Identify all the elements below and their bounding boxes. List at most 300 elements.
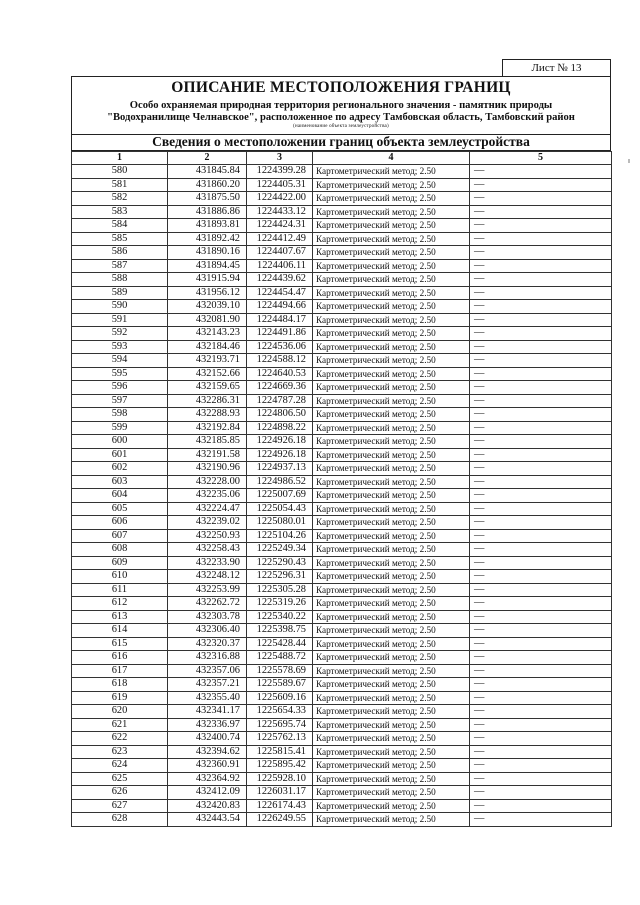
- point-number-cell: 596: [72, 381, 168, 395]
- method-cell: Картометрический метод; 2.50: [313, 165, 470, 179]
- object-description-line-2: "Водохранилище Челнавское", расположенное по адресу Тамбовская область, Тамбовский район: [107, 112, 575, 123]
- y-coordinate-cell: 1225589.67: [247, 678, 313, 692]
- column-header-2: 2: [168, 152, 247, 165]
- point-number-cell: 627: [72, 799, 168, 813]
- table-row: [72, 624, 612, 638]
- table-row: [72, 583, 612, 597]
- description-cell: —: [470, 772, 612, 786]
- method-cell: Картометрический метод; 2.50: [313, 502, 470, 516]
- table-row: [72, 664, 612, 678]
- x-coordinate-cell: 432248.12: [168, 570, 247, 584]
- x-coordinate-cell: 432081.90: [168, 313, 247, 327]
- table-row: [72, 448, 612, 462]
- column-header-5: 5: [470, 152, 612, 165]
- table-row: [72, 813, 612, 827]
- point-number-cell: 622: [72, 732, 168, 746]
- point-number-cell: 618: [72, 678, 168, 692]
- method-cell: Картометрический метод; 2.50: [313, 637, 470, 651]
- x-coordinate-cell: 431915.94: [168, 273, 247, 287]
- y-coordinate-cell: 1224433.12: [247, 205, 313, 219]
- boundary-points-table: [71, 151, 612, 827]
- point-number-cell: 617: [72, 664, 168, 678]
- method-cell: Картометрический метод; 2.50: [313, 354, 470, 368]
- method-cell: Картометрический метод; 2.50: [313, 745, 470, 759]
- description-cell: —: [470, 529, 612, 543]
- table-row: [72, 475, 612, 489]
- description-cell: —: [470, 313, 612, 327]
- x-coordinate-cell: 431886.86: [168, 205, 247, 219]
- method-cell: Картометрический метод; 2.50: [313, 367, 470, 381]
- x-coordinate-cell: 432357.06: [168, 664, 247, 678]
- table-row: [72, 786, 612, 800]
- table-row: [72, 192, 612, 206]
- description-cell: —: [470, 570, 612, 584]
- document-header: [71, 76, 611, 135]
- point-number-cell: 612: [72, 597, 168, 611]
- y-coordinate-cell: 1225895.42: [247, 759, 313, 773]
- y-coordinate-cell: 1224407.67: [247, 246, 313, 260]
- y-coordinate-cell: 1224424.31: [247, 219, 313, 233]
- x-coordinate-cell: 432192.84: [168, 421, 247, 435]
- y-coordinate-cell: 1225762.13: [247, 732, 313, 746]
- method-cell: Картометрический метод; 2.50: [313, 529, 470, 543]
- description-cell: —: [470, 273, 612, 287]
- table-row: [72, 165, 612, 179]
- table-row: [72, 759, 612, 773]
- y-coordinate-cell: 1224787.28: [247, 394, 313, 408]
- point-number-cell: 592: [72, 327, 168, 341]
- table-row: [72, 462, 612, 476]
- x-coordinate-cell: 432316.88: [168, 651, 247, 665]
- description-cell: —: [470, 745, 612, 759]
- y-coordinate-cell: 1226031.17: [247, 786, 313, 800]
- x-coordinate-cell: 431894.45: [168, 259, 247, 273]
- table-row: [72, 678, 612, 692]
- sheet-number: Лист № 13: [502, 59, 611, 77]
- y-coordinate-cell: 1224806.50: [247, 408, 313, 422]
- method-cell: Картометрический метод; 2.50: [313, 718, 470, 732]
- x-coordinate-cell: 432235.06: [168, 489, 247, 503]
- y-coordinate-cell: 1225249.34: [247, 543, 313, 557]
- point-number-cell: 600: [72, 435, 168, 449]
- y-coordinate-cell: 1224405.31: [247, 178, 313, 192]
- x-coordinate-cell: 432233.90: [168, 556, 247, 570]
- point-number-cell: 604: [72, 489, 168, 503]
- table-row: [72, 273, 612, 287]
- method-cell: Картометрический метод; 2.50: [313, 583, 470, 597]
- table-row: [72, 732, 612, 746]
- table-row: [72, 327, 612, 341]
- method-cell: Картометрический метод; 2.50: [313, 610, 470, 624]
- x-coordinate-cell: 432191.58: [168, 448, 247, 462]
- method-cell: Картометрический метод; 2.50: [313, 205, 470, 219]
- description-cell: —: [470, 489, 612, 503]
- table-row: [72, 745, 612, 759]
- y-coordinate-cell: 1224491.86: [247, 327, 313, 341]
- description-cell: —: [470, 192, 612, 206]
- point-number-cell: 583: [72, 205, 168, 219]
- x-coordinate-cell: 432152.66: [168, 367, 247, 381]
- method-cell: Картометрический метод; 2.50: [313, 246, 470, 260]
- table-row: [72, 354, 612, 368]
- y-coordinate-cell: 1224406.11: [247, 259, 313, 273]
- method-cell: Картометрический метод; 2.50: [313, 624, 470, 638]
- method-cell: Картометрический метод; 2.50: [313, 219, 470, 233]
- point-number-cell: 616: [72, 651, 168, 665]
- table-row: [72, 259, 612, 273]
- method-cell: Картометрический метод; 2.50: [313, 462, 470, 476]
- y-coordinate-cell: 1224926.18: [247, 435, 313, 449]
- method-cell: Картометрический метод; 2.50: [313, 259, 470, 273]
- description-cell: —: [470, 583, 612, 597]
- description-cell: —: [470, 408, 612, 422]
- method-cell: Картометрический метод; 2.50: [313, 340, 470, 354]
- description-cell: —: [470, 354, 612, 368]
- table-row: [72, 246, 612, 260]
- table-row: [72, 300, 612, 314]
- method-cell: Картометрический метод; 2.50: [313, 313, 470, 327]
- point-number-cell: 606: [72, 516, 168, 530]
- x-coordinate-cell: 432250.93: [168, 529, 247, 543]
- method-cell: Картометрический метод; 2.50: [313, 705, 470, 719]
- point-number-cell: 594: [72, 354, 168, 368]
- point-number-cell: 588: [72, 273, 168, 287]
- description-cell: —: [470, 597, 612, 611]
- scan-artifact: [628, 159, 630, 163]
- y-coordinate-cell: 1225054.43: [247, 502, 313, 516]
- point-number-cell: 598: [72, 408, 168, 422]
- description-cell: —: [470, 691, 612, 705]
- x-coordinate-cell: 432224.47: [168, 502, 247, 516]
- y-coordinate-cell: 1224669.36: [247, 381, 313, 395]
- column-header-3: 3: [247, 152, 313, 165]
- point-number-cell: 607: [72, 529, 168, 543]
- y-coordinate-cell: 1224640.53: [247, 367, 313, 381]
- y-coordinate-cell: 1226174.43: [247, 799, 313, 813]
- y-coordinate-cell: 1225695.74: [247, 718, 313, 732]
- description-cell: —: [470, 435, 612, 449]
- x-coordinate-cell: 432193.71: [168, 354, 247, 368]
- point-number-cell: 610: [72, 570, 168, 584]
- x-coordinate-cell: 431890.16: [168, 246, 247, 260]
- description-cell: —: [470, 205, 612, 219]
- point-number-cell: 591: [72, 313, 168, 327]
- x-coordinate-cell: 432286.31: [168, 394, 247, 408]
- method-cell: Картометрический метод; 2.50: [313, 786, 470, 800]
- description-cell: —: [470, 624, 612, 638]
- method-cell: Картометрический метод; 2.50: [313, 759, 470, 773]
- x-coordinate-cell: 432159.65: [168, 381, 247, 395]
- x-coordinate-cell: 432400.74: [168, 732, 247, 746]
- x-coordinate-cell: 432190.96: [168, 462, 247, 476]
- y-coordinate-cell: 1224536.06: [247, 340, 313, 354]
- table-row: [72, 691, 612, 705]
- table-row: [72, 340, 612, 354]
- point-number-cell: 623: [72, 745, 168, 759]
- table-row: [72, 367, 612, 381]
- x-coordinate-cell: 432355.40: [168, 691, 247, 705]
- section-title: Сведения о местоположении границ объекта землеустройства: [71, 133, 611, 151]
- y-coordinate-cell: 1224412.49: [247, 232, 313, 246]
- point-number-cell: 615: [72, 637, 168, 651]
- method-cell: Картометрический метод; 2.50: [313, 813, 470, 827]
- description-cell: —: [470, 246, 612, 260]
- x-coordinate-cell: 432253.99: [168, 583, 247, 597]
- table-row: [72, 489, 612, 503]
- point-number-cell: 580: [72, 165, 168, 179]
- description-cell: —: [470, 759, 612, 773]
- point-number-cell: 621: [72, 718, 168, 732]
- description-cell: —: [470, 718, 612, 732]
- y-coordinate-cell: 1225578.69: [247, 664, 313, 678]
- method-cell: Картометрический метод; 2.50: [313, 556, 470, 570]
- y-coordinate-cell: 1225815.41: [247, 745, 313, 759]
- y-coordinate-cell: 1225488.72: [247, 651, 313, 665]
- description-cell: —: [470, 462, 612, 476]
- description-cell: —: [470, 651, 612, 665]
- description-cell: —: [470, 516, 612, 530]
- table-row: [72, 556, 612, 570]
- description-cell: —: [470, 421, 612, 435]
- table-row: [72, 705, 612, 719]
- point-number-cell: 585: [72, 232, 168, 246]
- point-number-cell: 608: [72, 543, 168, 557]
- method-cell: Картометрический метод; 2.50: [313, 664, 470, 678]
- method-cell: Картометрический метод; 2.50: [313, 651, 470, 665]
- point-number-cell: 628: [72, 813, 168, 827]
- method-cell: Картометрический метод; 2.50: [313, 543, 470, 557]
- description-cell: —: [470, 327, 612, 341]
- x-coordinate-cell: 431893.81: [168, 219, 247, 233]
- point-number-cell: 614: [72, 624, 168, 638]
- point-number-cell: 613: [72, 610, 168, 624]
- method-cell: Картометрический метод; 2.50: [313, 381, 470, 395]
- table-row: [72, 408, 612, 422]
- table-row: [72, 529, 612, 543]
- table-row: [72, 394, 612, 408]
- method-cell: Картометрический метод; 2.50: [313, 421, 470, 435]
- document-title: ОПИСАНИЕ МЕСТОПОЛОЖЕНИЯ ГРАНИЦ: [171, 79, 511, 96]
- table-row: [72, 286, 612, 300]
- x-coordinate-cell: 431875.50: [168, 192, 247, 206]
- description-cell: —: [470, 259, 612, 273]
- point-number-cell: 597: [72, 394, 168, 408]
- y-coordinate-cell: 1225007.69: [247, 489, 313, 503]
- description-cell: —: [470, 610, 612, 624]
- description-cell: —: [470, 543, 612, 557]
- x-coordinate-cell: 432143.23: [168, 327, 247, 341]
- y-coordinate-cell: 1226249.55: [247, 813, 313, 827]
- y-coordinate-cell: 1225609.16: [247, 691, 313, 705]
- y-coordinate-cell: 1225296.31: [247, 570, 313, 584]
- y-coordinate-cell: 1225928.10: [247, 772, 313, 786]
- method-cell: Картометрический метод; 2.50: [313, 327, 470, 341]
- point-number-cell: 611: [72, 583, 168, 597]
- table-row: [72, 651, 612, 665]
- x-coordinate-cell: 432394.62: [168, 745, 247, 759]
- point-number-cell: 589: [72, 286, 168, 300]
- y-coordinate-cell: 1224454.47: [247, 286, 313, 300]
- y-coordinate-cell: 1224986.52: [247, 475, 313, 489]
- table-row: [72, 610, 612, 624]
- table-row: [72, 637, 612, 651]
- description-cell: —: [470, 475, 612, 489]
- point-number-cell: 582: [72, 192, 168, 206]
- table-row: [72, 421, 612, 435]
- method-cell: Картометрический метод; 2.50: [313, 772, 470, 786]
- description-cell: —: [470, 678, 612, 692]
- point-number-cell: 587: [72, 259, 168, 273]
- y-coordinate-cell: 1224484.17: [247, 313, 313, 327]
- description-cell: —: [470, 367, 612, 381]
- x-coordinate-cell: 432303.78: [168, 610, 247, 624]
- y-coordinate-cell: 1225319.26: [247, 597, 313, 611]
- method-cell: Картометрический метод; 2.50: [313, 799, 470, 813]
- x-coordinate-cell: 431845.84: [168, 165, 247, 179]
- table-row: [72, 232, 612, 246]
- point-number-cell: 590: [72, 300, 168, 314]
- table-row: [72, 543, 612, 557]
- point-number-cell: 605: [72, 502, 168, 516]
- table-row: [72, 313, 612, 327]
- table-row: [72, 799, 612, 813]
- y-coordinate-cell: 1224399.28: [247, 165, 313, 179]
- method-cell: Картометрический метод; 2.50: [313, 691, 470, 705]
- description-cell: —: [470, 178, 612, 192]
- y-coordinate-cell: 1224898.22: [247, 421, 313, 435]
- x-coordinate-cell: 432258.43: [168, 543, 247, 557]
- table-row: [72, 718, 612, 732]
- table-row: [72, 570, 612, 584]
- table-row: [72, 502, 612, 516]
- y-coordinate-cell: 1224494.66: [247, 300, 313, 314]
- point-number-cell: 626: [72, 786, 168, 800]
- x-coordinate-cell: 432341.17: [168, 705, 247, 719]
- description-cell: —: [470, 799, 612, 813]
- object-name-caption: (наименование объекта землеустройства): [293, 124, 389, 129]
- method-cell: Картометрический метод; 2.50: [313, 678, 470, 692]
- x-coordinate-cell: 432412.09: [168, 786, 247, 800]
- x-coordinate-cell: 432184.46: [168, 340, 247, 354]
- description-cell: —: [470, 300, 612, 314]
- table-row: [72, 219, 612, 233]
- x-coordinate-cell: 432336.97: [168, 718, 247, 732]
- y-coordinate-cell: 1225104.26: [247, 529, 313, 543]
- point-number-cell: 624: [72, 759, 168, 773]
- x-coordinate-cell: 431892.42: [168, 232, 247, 246]
- point-number-cell: 603: [72, 475, 168, 489]
- x-coordinate-cell: 431860.20: [168, 178, 247, 192]
- point-number-cell: 609: [72, 556, 168, 570]
- x-coordinate-cell: 432443.54: [168, 813, 247, 827]
- y-coordinate-cell: 1224422.00: [247, 192, 313, 206]
- method-cell: Картометрический метод; 2.50: [313, 192, 470, 206]
- x-coordinate-cell: 432228.00: [168, 475, 247, 489]
- table-row: [72, 597, 612, 611]
- y-coordinate-cell: 1225290.43: [247, 556, 313, 570]
- x-coordinate-cell: 432320.37: [168, 637, 247, 651]
- x-coordinate-cell: 432185.85: [168, 435, 247, 449]
- point-number-cell: 625: [72, 772, 168, 786]
- method-cell: Картометрический метод; 2.50: [313, 489, 470, 503]
- table-row: [72, 772, 612, 786]
- x-coordinate-cell: 432262.72: [168, 597, 247, 611]
- point-number-cell: 593: [72, 340, 168, 354]
- point-number-cell: 599: [72, 421, 168, 435]
- table-header-row: [72, 152, 612, 165]
- method-cell: Картометрический метод; 2.50: [313, 732, 470, 746]
- description-cell: —: [470, 664, 612, 678]
- x-coordinate-cell: 432420.83: [168, 799, 247, 813]
- x-coordinate-cell: 431956.12: [168, 286, 247, 300]
- y-coordinate-cell: 1225654.33: [247, 705, 313, 719]
- point-number-cell: 601: [72, 448, 168, 462]
- table-row: [72, 435, 612, 449]
- x-coordinate-cell: 432288.93: [168, 408, 247, 422]
- table-row: [72, 516, 612, 530]
- method-cell: Картометрический метод; 2.50: [313, 394, 470, 408]
- method-cell: Картометрический метод; 2.50: [313, 435, 470, 449]
- x-coordinate-cell: 432364.92: [168, 772, 247, 786]
- method-cell: Картометрический метод; 2.50: [313, 286, 470, 300]
- x-coordinate-cell: 432306.40: [168, 624, 247, 638]
- method-cell: Картометрический метод; 2.50: [313, 570, 470, 584]
- point-number-cell: 584: [72, 219, 168, 233]
- table-row: [72, 381, 612, 395]
- description-cell: —: [470, 637, 612, 651]
- point-number-cell: 619: [72, 691, 168, 705]
- method-cell: Картометрический метод; 2.50: [313, 408, 470, 422]
- y-coordinate-cell: 1224926.18: [247, 448, 313, 462]
- x-coordinate-cell: 432239.02: [168, 516, 247, 530]
- x-coordinate-cell: 432360.91: [168, 759, 247, 773]
- description-cell: —: [470, 705, 612, 719]
- point-number-cell: 620: [72, 705, 168, 719]
- description-cell: —: [470, 556, 612, 570]
- description-cell: —: [470, 286, 612, 300]
- y-coordinate-cell: 1224588.12: [247, 354, 313, 368]
- description-cell: —: [470, 502, 612, 516]
- method-cell: Картометрический метод; 2.50: [313, 448, 470, 462]
- y-coordinate-cell: 1224937.13: [247, 462, 313, 476]
- method-cell: Картометрический метод; 2.50: [313, 273, 470, 287]
- y-coordinate-cell: 1224439.62: [247, 273, 313, 287]
- x-coordinate-cell: 432039.10: [168, 300, 247, 314]
- column-header-4: 4: [313, 152, 470, 165]
- table-row: [72, 178, 612, 192]
- description-cell: —: [470, 165, 612, 179]
- object-description-line-1: Особо охраняемая природная территория регионального значения - памятник природы: [129, 100, 553, 111]
- point-number-cell: 602: [72, 462, 168, 476]
- point-number-cell: 581: [72, 178, 168, 192]
- x-coordinate-cell: 432357.21: [168, 678, 247, 692]
- method-cell: Картометрический метод; 2.50: [313, 232, 470, 246]
- description-cell: —: [470, 732, 612, 746]
- y-coordinate-cell: 1225340.22: [247, 610, 313, 624]
- y-coordinate-cell: 1225080.01: [247, 516, 313, 530]
- method-cell: Картометрический метод; 2.50: [313, 178, 470, 192]
- point-number-cell: 595: [72, 367, 168, 381]
- description-cell: —: [470, 232, 612, 246]
- y-coordinate-cell: 1225305.28: [247, 583, 313, 597]
- table-row: [72, 205, 612, 219]
- y-coordinate-cell: 1225428.44: [247, 637, 313, 651]
- description-cell: —: [470, 381, 612, 395]
- description-cell: —: [470, 340, 612, 354]
- point-number-cell: 586: [72, 246, 168, 260]
- column-header-1: 1: [72, 152, 168, 165]
- description-cell: —: [470, 813, 612, 827]
